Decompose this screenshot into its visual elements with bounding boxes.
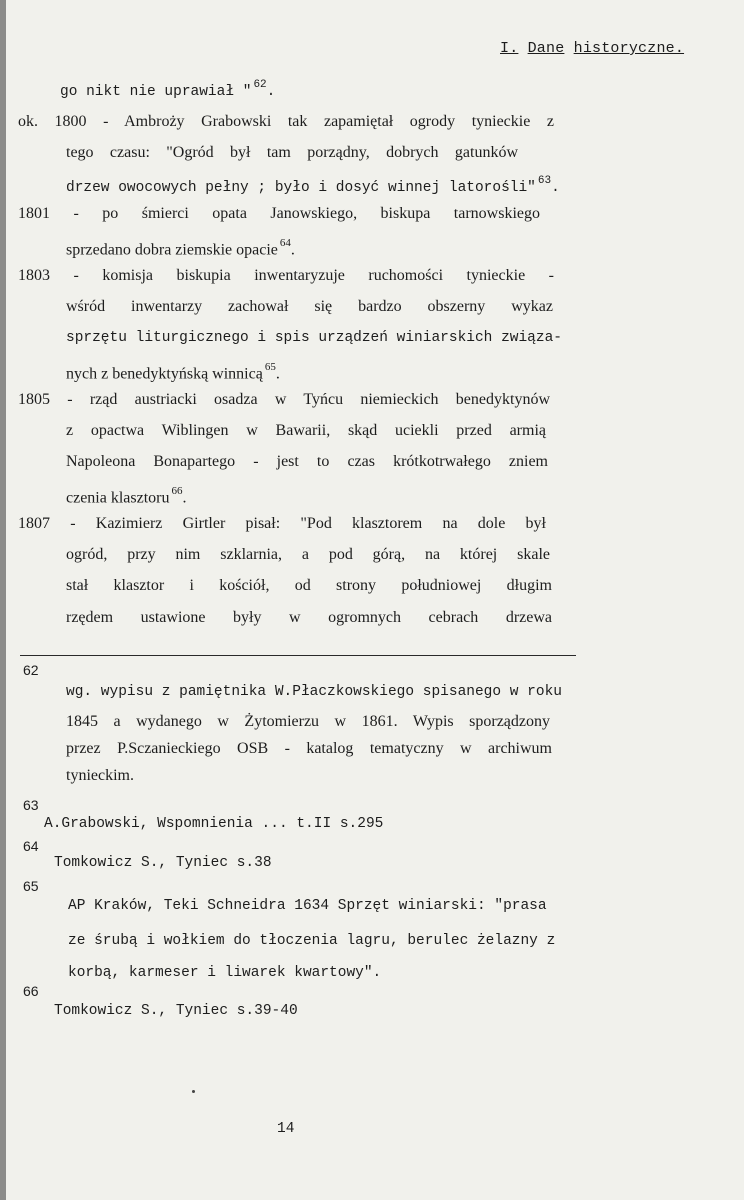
body-line: stał klasztor i kościół, od strony południowej długim [66, 577, 552, 594]
body-line: czenia klasztoru $^{66}$. [66, 485, 187, 507]
footnote-ref-63: 63 [537, 175, 552, 187]
footnote-number: 62 [23, 662, 39, 678]
footnote-line: 1845 a wydanego w Żytomierzu w 1861. Wypis sporządzony [66, 713, 550, 730]
footnote-line: przez P.Sczanieckiego OSB - katalog tematyczny w archiwum [66, 740, 552, 757]
body-line: drzew owocowych pełny ; było i dosyć winnej latorośli" $^{63}$. [66, 175, 560, 196]
footnote-line: wg. wypisu z pamiętnika W.Płaczkowskiego spisanego w roku [66, 684, 562, 700]
body-line: nych z benedyktyńską winnicą $^{65}$. [66, 361, 280, 383]
paper-speck [192, 1090, 195, 1093]
footnote-line: korbą, karmeser i liwarek kwartowy". [68, 965, 382, 981]
footnote-line: tynieckim. [66, 767, 134, 784]
footnote-ref-62: 62 [253, 79, 267, 91]
footnote-ref-65: 65 [264, 361, 276, 373]
body-line: 1803 - komisja biskupia inwentaryzuje ruchomości tynieckie - [18, 267, 554, 284]
footnote-number: 64 [23, 838, 39, 854]
running-header [500, 40, 684, 57]
footnote-number: 65 [23, 878, 39, 894]
body-line: sprzętu liturgicznego i spis urządzeń winiarskich związa- [66, 330, 562, 346]
footnote-separator [20, 655, 576, 656]
footnote-number: 63 [23, 797, 39, 813]
footnote-ref-64: 64 [279, 237, 291, 249]
body-line: wśród inwentarzy zachował się bardzo obszerny wykaz [66, 298, 553, 315]
body-line: tego czasu: "Ogród był tam porządny, dobrych gatunków [66, 144, 518, 161]
document-page [6, 0, 744, 1200]
page-number: 14 [277, 1121, 295, 1137]
footnote-line: AP Kraków, Teki Schneidra 1634 Sprzęt winiarski: "prasa [68, 898, 547, 914]
body-line: 1807 - Kazimierz Girtler pisał: "Pod klasztorem na dole był [18, 515, 546, 532]
footnote-number: 66 [23, 983, 39, 999]
header-title-word-1: Dane [527, 40, 565, 57]
footnote-line: ze śrubą i wołkiem do tłoczenia lagru, berulec żelazny z [68, 933, 556, 949]
body-line: go nikt nie uprawiał " $^{62}$. [60, 79, 276, 100]
body-line: rzędem ustawione były w ogromnych cebrach drzewa [66, 609, 552, 626]
body-line: ok. 1800 - Ambroży Grabowski tak zapamiętał ogrody tynieckie z [18, 113, 554, 130]
body-line: 1801 - po śmierci opata Janowskiego, biskupa tarnowskiego [18, 205, 540, 222]
header-title-word-2: historyczne. [573, 40, 685, 57]
body-line: z opactwa Wiblingen w Bawarii, skąd uciekli przed armią [66, 422, 546, 439]
footnote-line: Tomkowicz S., Tyniec s.38 [54, 855, 272, 871]
body-line: 1805 - rząd austriacki osadza w Tyńcu niemieckich benedyktynów [18, 391, 550, 408]
body-line: sprzedano dobra ziemskie opacie $^{64}$. [66, 237, 295, 259]
header-roman: I. [500, 40, 519, 57]
footnote-line: Tomkowicz S., Tyniec s.39-40 [54, 1003, 298, 1019]
footnote-line: A.Grabowski, Wspomnienia ... t.II s.295 [44, 816, 384, 832]
body-line: ogród, przy nim szklarnia, a pod górą, na której skale [66, 546, 550, 563]
footnote-ref-66: 66 [171, 485, 183, 497]
body-line: Napoleona Bonapartego - jest to czas krótkotrwałego zniem [66, 453, 548, 470]
